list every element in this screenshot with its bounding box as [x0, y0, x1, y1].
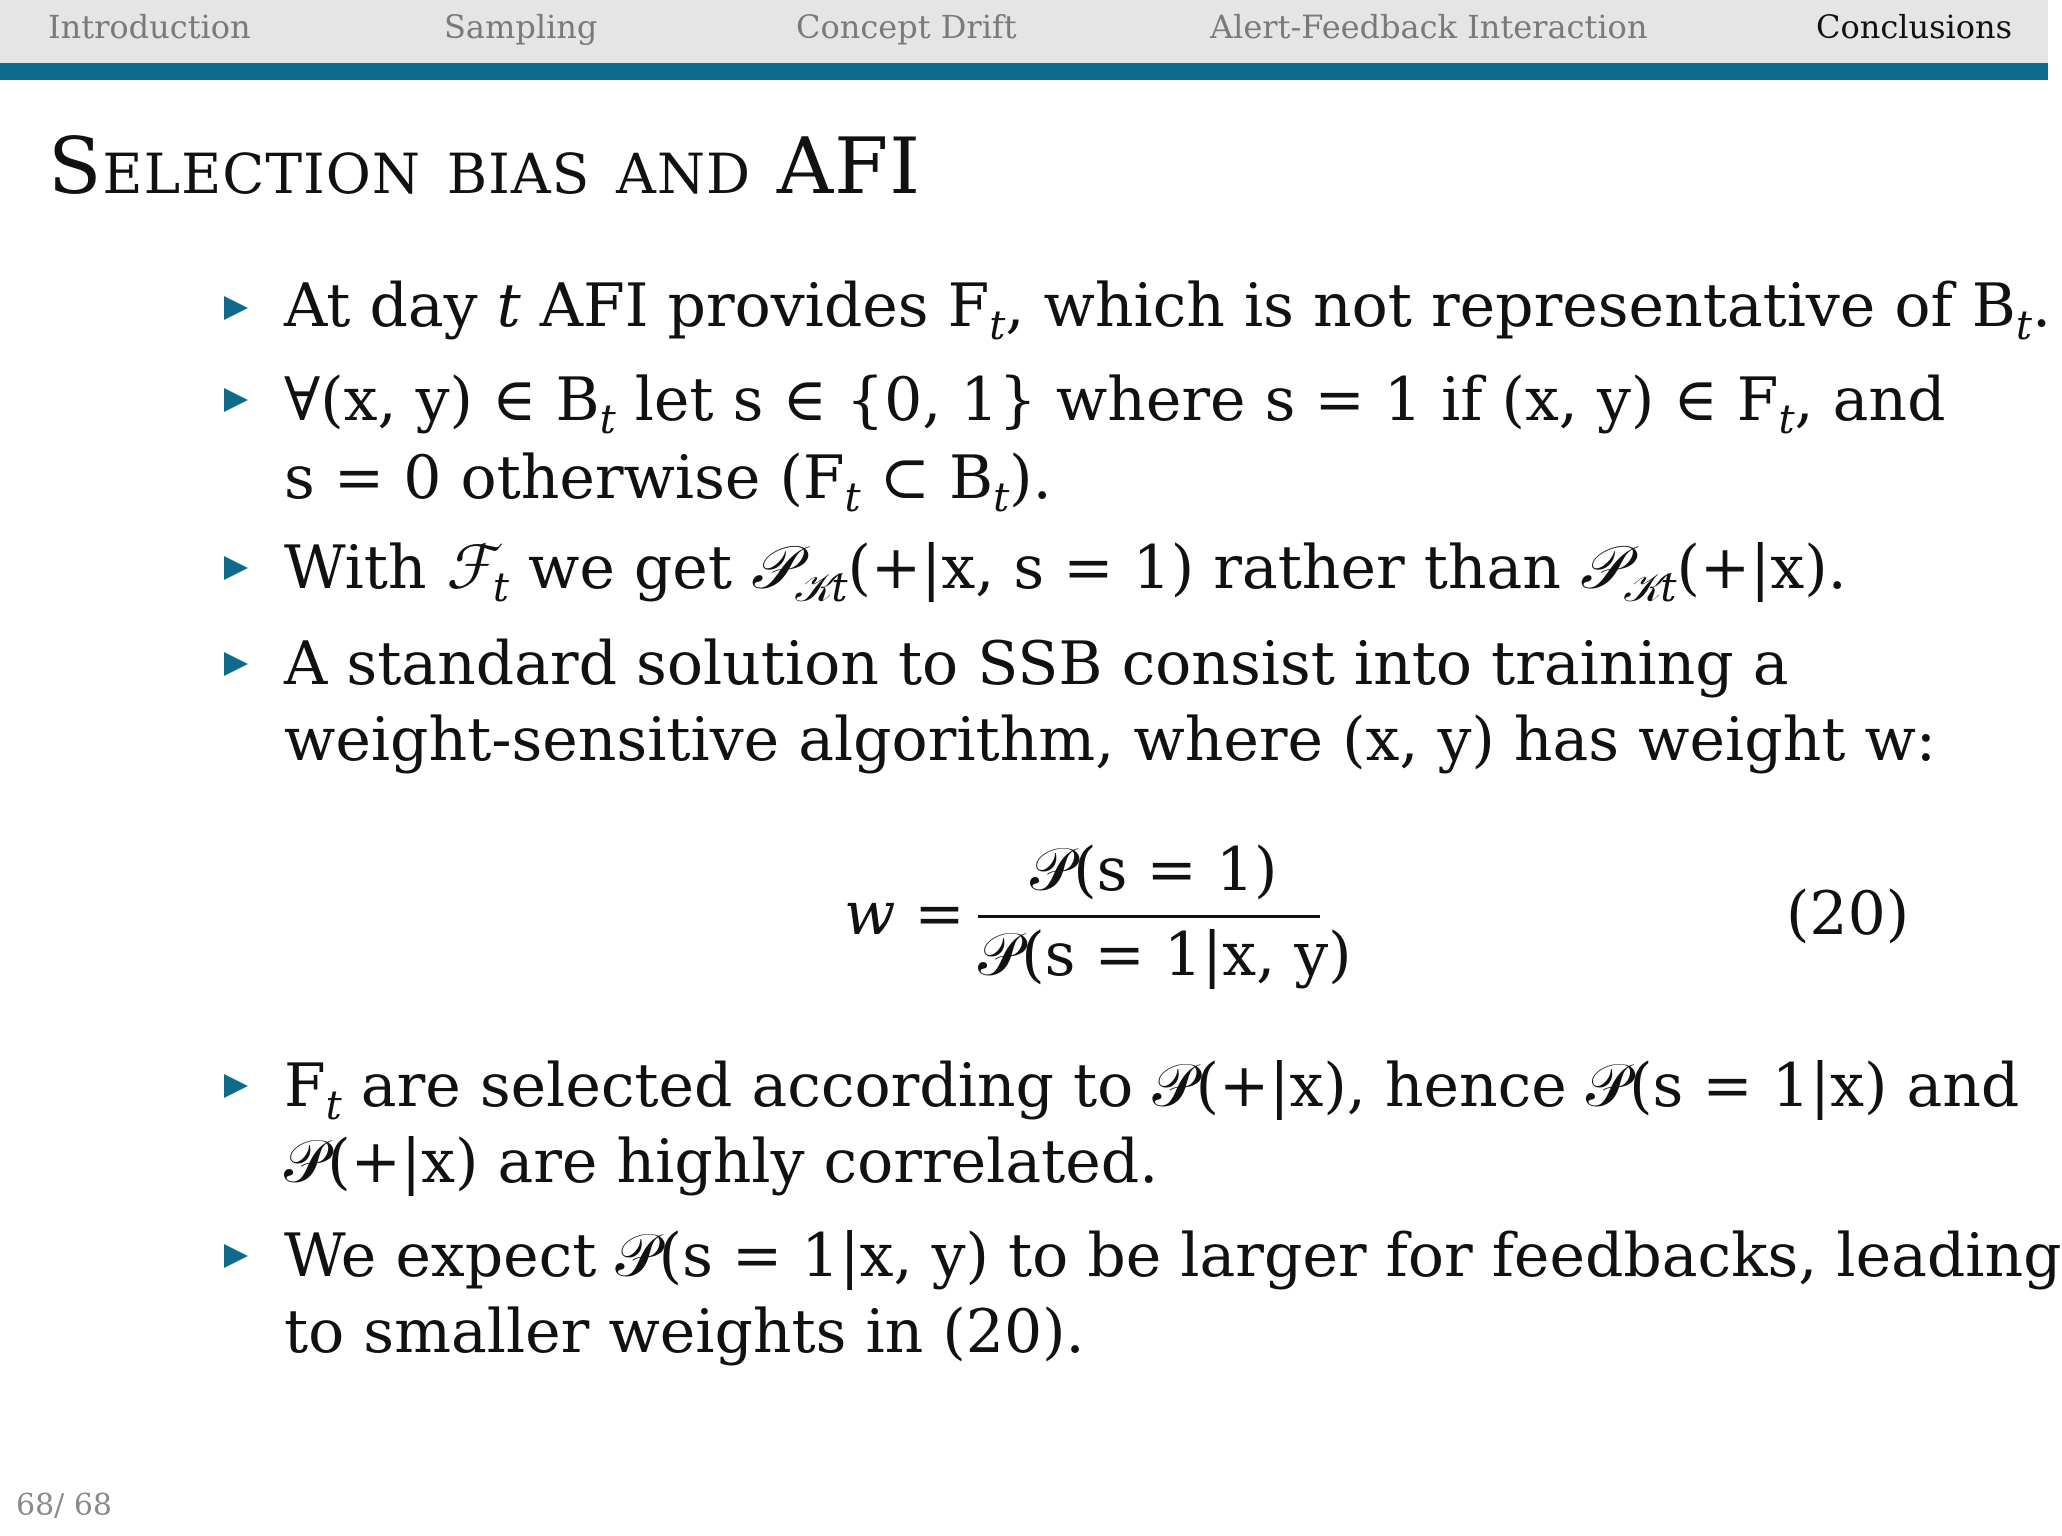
bullet-3-text: With ℱ$_t$ we get 𝒫$_{𝒦t}$(+|x, s = 1) rather than 𝒫$_{𝒦t}$(+|x).	[284, 533, 1847, 611]
equation-lhs: w =	[844, 879, 965, 949]
bullet-4-line-1: A standard solution to SSB consist into training a	[284, 629, 1789, 699]
bullet-marker-icon	[224, 652, 248, 676]
page-number: 68/ 68	[16, 1488, 112, 1523]
nav-item-conclusions[interactable]: Conclusions	[1816, 8, 2013, 46]
nav-item-alert-feedback-interaction[interactable]: Alert-Feedback Interaction	[1210, 8, 1648, 46]
slide-title: Selection bias and AFI	[48, 122, 922, 212]
bullet-1-text: At day t AFI provides $F_t$, which is not representative of $B_t$.	[284, 271, 2052, 349]
bullet-2-line-1: ∀(x, y) ∈ $B_t$ let s ∈ {0, 1} where s = 1 if (x, y) ∈ $F_t$, and	[284, 365, 1946, 443]
header-rule	[0, 63, 2048, 80]
nav-item-sampling[interactable]: Sampling	[444, 8, 598, 46]
nav-item-introduction[interactable]: Introduction	[48, 8, 251, 46]
section-navbar	[0, 0, 2048, 63]
equation-number: (20)	[1786, 879, 1910, 949]
bullet-5-line-2: 𝒫(+|x) are highly correlated.	[284, 1127, 1159, 1197]
bullet-marker-icon	[224, 388, 248, 412]
bullet-6-line-1: We expect 𝒫(s = 1|x, y) to be larger for feedbacks, leading	[284, 1221, 2062, 1291]
bullet-5-line-1: $F_t$ are selected according to 𝒫(+|x), hence 𝒫(s = 1|x) and	[284, 1051, 2020, 1129]
bullet-marker-icon	[224, 1074, 248, 1098]
bullet-6-line-2: to smaller weights in (20).	[284, 1297, 1085, 1367]
bullet-marker-icon	[224, 296, 248, 320]
nav-item-concept-drift[interactable]: Concept Drift	[796, 8, 1017, 46]
bullet-marker-icon	[224, 556, 248, 580]
bullet-marker-icon	[224, 1244, 248, 1268]
equation-denominator: 𝒫(s = 1|x, y)	[978, 920, 1352, 990]
bullet-4-line-2: weight-sensitive algorithm, where (x, y) has weight w:	[284, 705, 1937, 775]
equation-numerator: 𝒫(s = 1)	[1030, 835, 1278, 905]
fraction-bar	[978, 915, 1320, 918]
bullet-2-line-2: s = 0 otherwise ($F_t$ ⊂ $B_t$).	[284, 443, 1052, 521]
